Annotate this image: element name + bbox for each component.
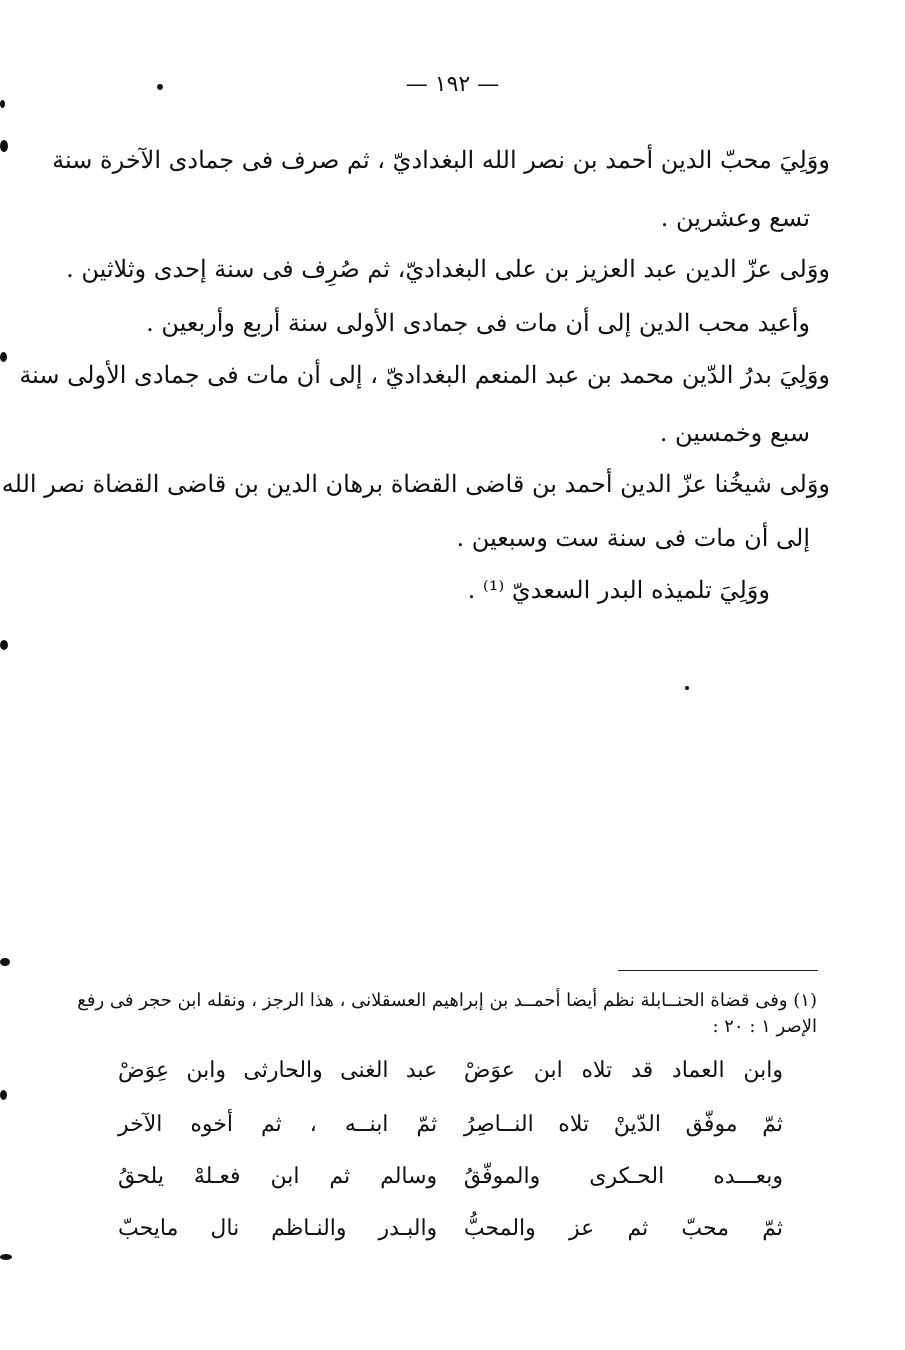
body-line-2: تسع وعشرين . [660, 204, 810, 232]
footnote-line-2: الإصر ١ : ٢٠ : [712, 1016, 817, 1037]
body-line-6: سبع وخمسين . [659, 419, 810, 447]
body-line-5: ووَلِيَ بدرُ الدّين محمد بن عبد المنعم البغداديّ ، إلى أن مات فى جمادى الأولى سنة [19, 361, 830, 389]
scan-mark-2 [0, 140, 8, 152]
body-line-1: ووَلِيَ محبّ الدين أحمد بن نصر الله البغداديّ ، ثم صرف فى جمادى الآخرة سنة [52, 146, 830, 174]
poem-verse-2-right: ثمّ موفّق الدّينْ تلاه النــاصِرُ [463, 1112, 783, 1137]
poem-verse-2 [118, 1112, 783, 1138]
body-line-4: وأعيد محب الدين إلى أن مات فى جمادى الأولى سنة أربع وأربعين . [146, 309, 810, 337]
scan-mark-7 [0, 1254, 12, 1260]
poem-verse-4-right: ثمّ محبّ ثم عز والمحبُّ [463, 1216, 783, 1241]
poem-verse-1-right: وابن العماد قد تلاه ابن عوَضْ [463, 1058, 783, 1083]
scan-mark-6 [0, 1090, 7, 1100]
footnote-divider [618, 970, 818, 971]
scan-mark-4 [0, 640, 8, 650]
poem-verse-1 [118, 1058, 783, 1084]
scan-speck-1 [157, 84, 163, 90]
scan-mark-3 [0, 352, 7, 362]
poem-verse-4 [118, 1216, 783, 1242]
body-line-7: ووَلى شيخُنا عزّ الدين أحمد بن قاضى القضاة برهان الدين بن قاضى القضاة نصر الله [1, 470, 830, 498]
poem-verse-3-right: وبعـــده الحـكرى والموفّقُ [463, 1164, 783, 1189]
body-line-3: ووَلى عزّ الدين عبد العزيز بن على البغداديّ، ثم صُرِف فى سنة إحدى وثلاثين . [66, 255, 830, 283]
poem-verse-2-left: ثمّ ابنــه ، ثم أخوه الآخر [118, 1112, 438, 1137]
scan-mark-5 [0, 958, 10, 966]
poem-verse-3 [118, 1164, 783, 1190]
body-line-9: ووَلِيَ تلميذه البدر السعديّ ⁽¹⁾ . [467, 576, 770, 604]
scan-mark-1 [0, 100, 5, 108]
poem-verse-1-left: عبد الغنى والحارثى وابن عِوَضْ [118, 1058, 438, 1083]
poem-verse-4-left: والبـدر والنـاظم نال مايحبّ [118, 1216, 438, 1241]
page-number: — ١٩٢ — [405, 72, 500, 97]
footnote-line-1: (١) وفى قضاة الحنــابلة نظم أيضا أحمــد بن إبراهيم العسقلانى ، هذا الرجز ، ونقله ابن حجر فى رفع [77, 990, 817, 1011]
scan-speck-2 [685, 686, 689, 690]
poem-verse-3-left: وسالم ثم ابن فعـلهْ يلحقُ [118, 1164, 438, 1189]
body-line-8: إلى أن مات فى سنة ست وسبعين . [456, 524, 810, 552]
